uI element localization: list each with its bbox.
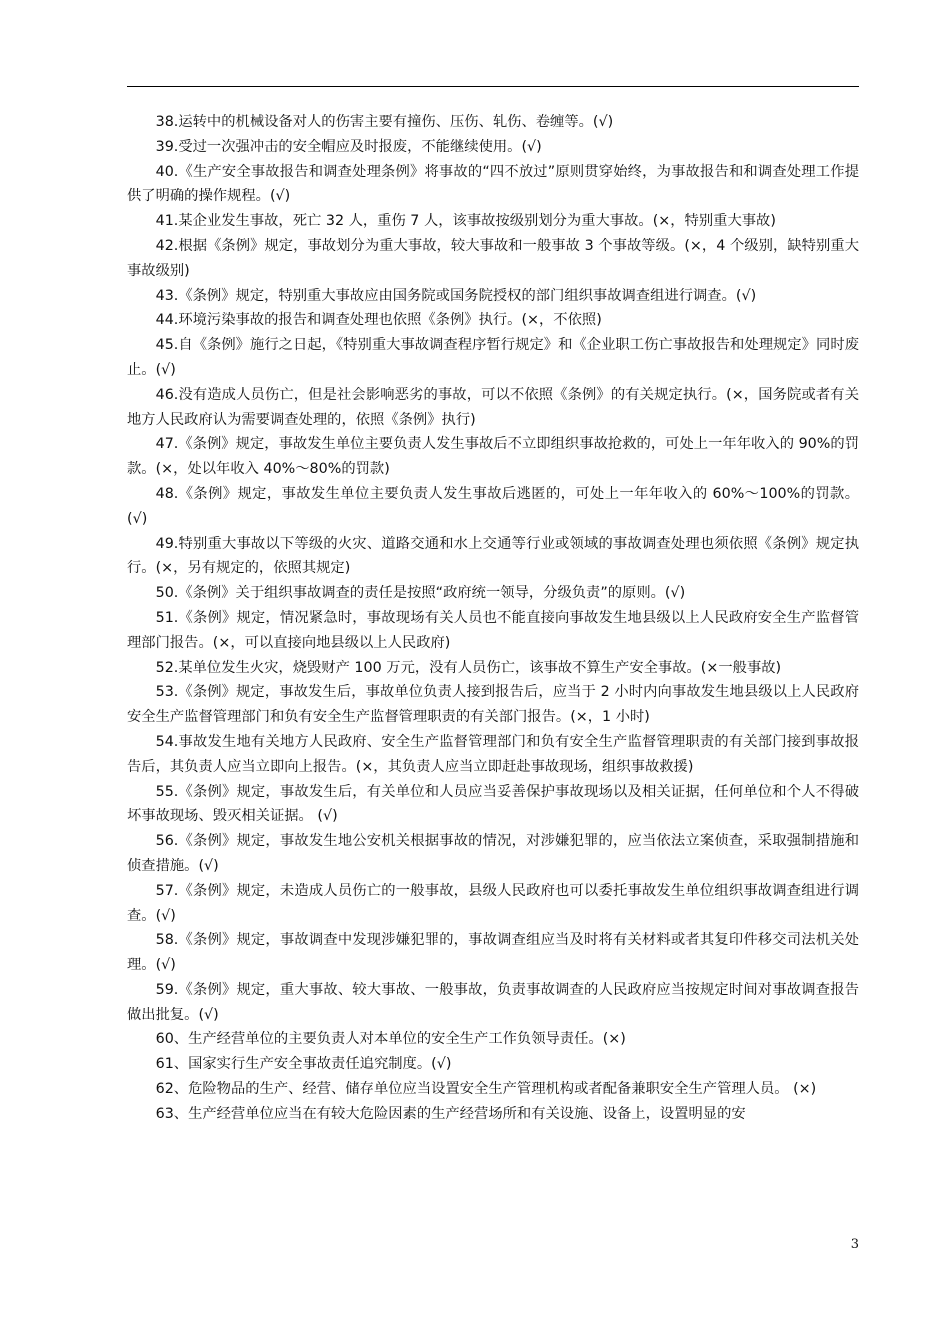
paragraph-47: 47.《条例》规定，事故发生单位主要负责人发生事故后不立即组织事故抢救的，可处上一年年收入的 90%的罚款。(×，处以年收入 40%～80%的罚款) [127,436,859,478]
paragraph-53: 53.《条例》规定，事故发生后，事故单位负责人接到报告后，应当于 2 小时内向事故发生地县级以上人民政府安全生产监督管理部门和负有安全生产监督管理职责的有关部门报告。(×，1 小时) [127,684,859,726]
paragraph-43: 43.《条例》规定，特别重大事故应由国务院或国务院授权的部门组织事故调查组进行调查。(√) [155,287,757,304]
paragraph-58: 58.《条例》规定，事故调查中发现涉嫌犯罪的，事故调查组应当及时将有关材料或者其复印件移交司法机关处理。(√) [127,932,859,974]
paragraph-60: 60、生产经营单位的主要负责人对本单位的安全生产工作负领导责任。(×) [155,1031,626,1048]
header-rule [127,86,859,87]
paragraph-49: 49.特别重大事故以下等级的火灾、道路交通和水上交通等行业或领域的事故调查处理也须依照《条例》规定执行。(×，另有规定的，依照其规定) [127,535,859,577]
paragraph-55: 55.《条例》规定，事故发生后，有关单位和人员应当妥善保护事故现场以及相关证据，任何单位和个人不得破坏事故现场、毁灭相关证据。 (√) [127,783,859,825]
paragraph-41: 41.某企业发生事故，死亡 32 人，重伤 7 人，该事故按级别划分为重大事故。(×，特别重大事故) [155,213,776,230]
paragraph-56: 56.《条例》规定，事故发生地公安机关根据事故的情况，对涉嫌犯罪的，应当依法立案侦查，采取强制措施和侦查措施。(√) [127,833,859,874]
document-body [127,110,859,1127]
paragraph-63: 63、生产经营单位应当在有较大危险因素的生产经营场所和有关设施、设备上，设置明显的安 [155,1105,746,1122]
paragraph-44: 44.环境污染事故的报告和调查处理也依照《条例》执行。(×，不依照) [155,312,602,329]
paragraph-50: 50.《条例》关于组织事故调查的责任是按照“政府统一领导，分级负责”的原则。(√) [155,585,686,602]
paragraph-52: 52.某单位发生火灾，烧毁财产 100 万元，没有人员伤亡，该事故不算生产安全事故。(×一般事故) [155,659,782,676]
paragraph-38: 38.运转中的机械设备对人的伤害主要有撞伤、压伤、轧伤、卷缠等。(√) [155,114,614,130]
paragraph-54: 54.事故发生地有关地方人民政府、安全生产监督管理部门和负有安全生产监督管理职责的有关部门接到事故报告后，其负责人应当立即向上报告。(×，其负责人应当立即赶赴事故现场，组织事故救援) [127,733,859,775]
paragraph-51: 51.《条例》规定，情况紧急时，事故现场有关人员也不能直接向事故发生地县级以上人民政府安全生产监督管理部门报告。(×，可以直接向地县级以上人民政府) [127,609,859,651]
paragraph-39: 39.受过一次强冲击的安全帽应及时报废，不能继续使用。(√) [155,138,542,155]
paragraph-46: 46.没有造成人员伤亡，但是社会影响恶劣的事故，可以不依照《条例》的有关规定执行。(×，国务院或者有关地方人民政府认为需要调查处理的，依照《条例》执行) [127,386,859,428]
paragraph-42: 42.根据《条例》规定，事故划分为重大事故，较大事故和一般事故 3 个事故等级。(×，4 个级别，缺特别重大事故级别) [127,237,859,279]
paragraph-61: 61、国家实行生产安全事故责任追究制度。(√) [155,1056,452,1073]
paragraph-59: 59.《条例》规定，重大事故、较大事故、一般事故，负责事故调查的人民政府应当按规定时间对事故调查报告做出批复。(√) [127,981,859,1023]
page-number: 3 [850,1237,859,1252]
paragraph-57: 57.《条例》规定，未造成人员伤亡的一般事故，县级人民政府也可以委托事故发生单位组织事故调查组进行调查。(√) [127,882,859,924]
paragraph-48: 48.《条例》规定，事故发生单位主要负责人发生事故后逃匿的，可处上一年年收入的 60%～100%的罚款。(√) [127,485,859,527]
paragraph-45: 45.自《条例》施行之日起，《特别重大事故调查程序暂行规定》和《企业职工伤亡事故报告和处理规定》同时废止。(√) [127,337,859,378]
paragraph-62: 62、危险物品的生产、经营、储存单位应当设置安全生产管理机构或者配备兼职安全生产管理人员。 (×) [155,1081,817,1098]
paragraph-40: 40.《生产安全事故报告和调查处理条例》将事故的“四不放过”原则贯穿始终，为事故报告和和调查处理工作提供了明确的操作规程。(√) [127,163,859,205]
